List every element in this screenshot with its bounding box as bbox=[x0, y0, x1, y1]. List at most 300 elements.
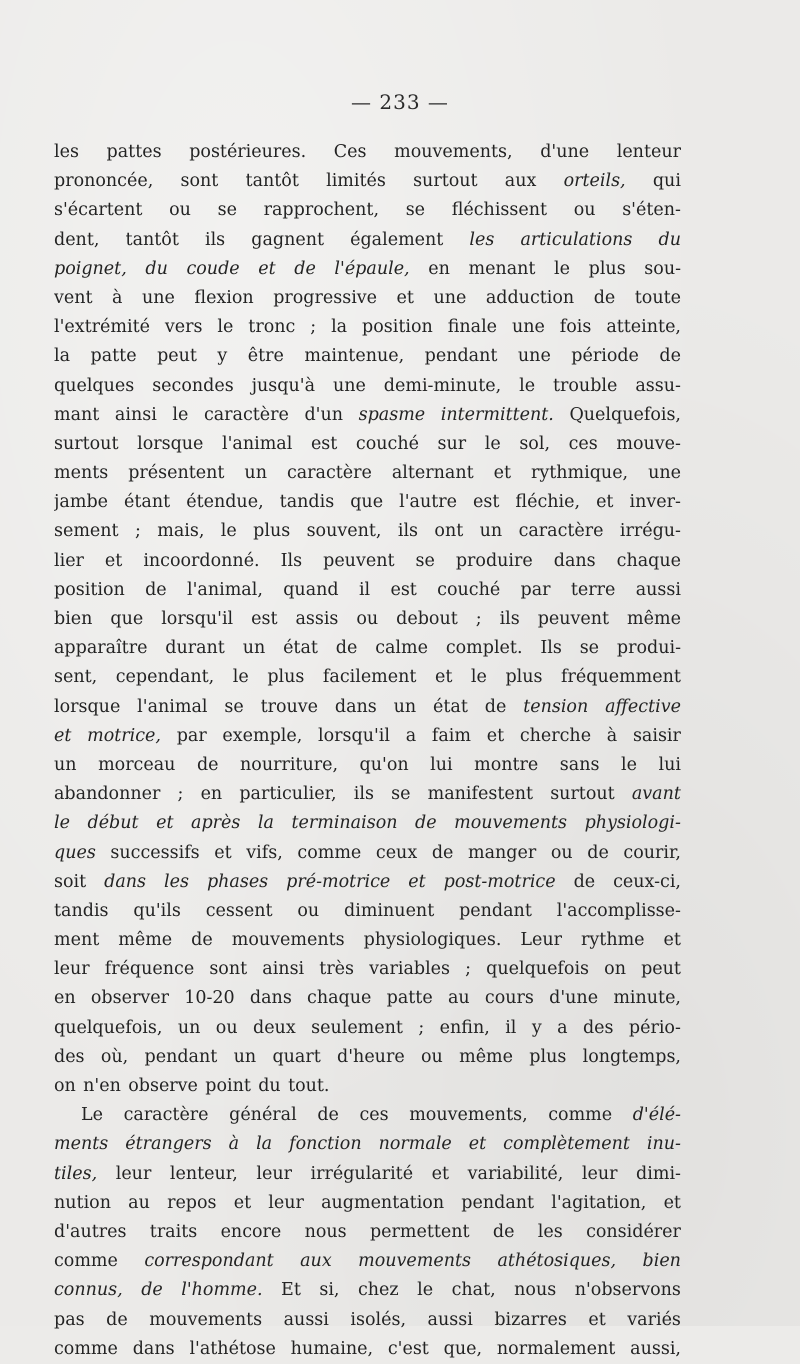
text-line bbox=[54, 868, 681, 897]
text-line bbox=[54, 634, 681, 663]
italic-word: du bbox=[658, 229, 681, 250]
word: observer bbox=[90, 988, 169, 1009]
word: un bbox=[244, 463, 267, 484]
word: peuvent bbox=[323, 550, 395, 571]
text-line bbox=[54, 1043, 681, 1072]
italic-word: les bbox=[164, 871, 189, 892]
italic-word: fonction bbox=[289, 1134, 362, 1155]
word: ceux-ci, bbox=[613, 871, 681, 892]
italic-word: mouvements bbox=[454, 813, 568, 834]
word: se bbox=[405, 200, 426, 221]
word: considérer bbox=[586, 1221, 681, 1242]
text-line bbox=[54, 517, 681, 546]
text-line bbox=[54, 1335, 681, 1364]
word: fléchie, bbox=[515, 492, 581, 513]
italic-word: pré-motrice bbox=[286, 871, 391, 892]
word: saisir bbox=[632, 725, 681, 746]
italic-word: spasme bbox=[358, 404, 426, 425]
word: qu'ils bbox=[133, 900, 181, 921]
word: le bbox=[232, 667, 249, 688]
word: se bbox=[391, 784, 411, 805]
word: et bbox=[233, 1192, 252, 1213]
word: couché bbox=[437, 579, 501, 600]
word: une bbox=[511, 317, 545, 338]
word: quelquefois, bbox=[54, 1017, 163, 1038]
word: qu'on bbox=[359, 754, 409, 775]
word: sol, bbox=[519, 433, 551, 454]
word: plus bbox=[505, 667, 543, 688]
text-line bbox=[54, 926, 681, 955]
word: plus bbox=[529, 1046, 567, 1067]
italic-word: l'épaule, bbox=[334, 258, 410, 279]
word: des bbox=[54, 1046, 85, 1067]
word: vers bbox=[164, 317, 203, 338]
word: lorsque bbox=[54, 696, 121, 717]
word: limités bbox=[326, 171, 386, 192]
word: surtout bbox=[550, 784, 615, 805]
word: courir, bbox=[623, 842, 681, 863]
word: facilement bbox=[322, 667, 417, 688]
word: leur bbox=[268, 1192, 304, 1213]
text-line bbox=[54, 342, 681, 371]
word: ; bbox=[134, 521, 141, 542]
word: fléchissent bbox=[451, 200, 548, 221]
word: nous bbox=[304, 1221, 347, 1242]
word: complet. bbox=[445, 638, 523, 659]
word: aussi bbox=[635, 579, 681, 600]
word: souvent, bbox=[306, 521, 382, 542]
word: une bbox=[433, 287, 467, 308]
italic-word: bien bbox=[642, 1251, 681, 1272]
word: mouvements, bbox=[394, 142, 513, 162]
word: adduction bbox=[485, 287, 575, 308]
word: caractère bbox=[286, 463, 372, 484]
word: cessent bbox=[205, 900, 273, 921]
word: dimi- bbox=[636, 1163, 681, 1184]
word: lui bbox=[430, 754, 453, 775]
word: ainsi bbox=[262, 959, 305, 980]
word: incoordonné. bbox=[143, 550, 260, 571]
word: sur bbox=[437, 433, 467, 454]
word: le bbox=[554, 258, 571, 279]
italic-word: les bbox=[469, 229, 495, 250]
word: normalement bbox=[496, 1338, 616, 1359]
italic-word: correspondant bbox=[144, 1251, 274, 1272]
word: caractère bbox=[518, 521, 604, 542]
word: a bbox=[405, 725, 417, 746]
word: que, bbox=[443, 1338, 483, 1359]
italic-word: de bbox=[294, 258, 316, 279]
word: Leur bbox=[520, 930, 563, 951]
word: aussi bbox=[283, 1309, 329, 1330]
word: est bbox=[473, 492, 500, 513]
word: le bbox=[217, 317, 234, 338]
word: de bbox=[593, 287, 616, 308]
word: ou bbox=[215, 1017, 238, 1038]
word: ces bbox=[568, 433, 598, 454]
word: tandis bbox=[54, 900, 109, 921]
word: qui bbox=[652, 171, 681, 192]
word: d'une bbox=[540, 142, 590, 162]
word: soit bbox=[54, 871, 87, 892]
text-line bbox=[54, 1218, 681, 1247]
word: et bbox=[214, 842, 232, 863]
italic-word: du bbox=[145, 258, 168, 279]
word: tandis bbox=[279, 492, 335, 513]
word: patte bbox=[386, 988, 433, 1009]
word: ; bbox=[475, 609, 482, 629]
word: enfin, bbox=[439, 1017, 490, 1038]
word: apparaître bbox=[54, 638, 148, 659]
text-line bbox=[54, 984, 681, 1013]
word: aussi, bbox=[630, 1338, 681, 1359]
word: lui bbox=[658, 754, 681, 775]
word: ou bbox=[420, 1046, 443, 1067]
text-line bbox=[54, 167, 681, 196]
word: quelques bbox=[54, 375, 135, 396]
word: encore bbox=[220, 1221, 282, 1242]
word: pattes bbox=[106, 142, 162, 162]
text-line bbox=[54, 1276, 681, 1305]
word: ils bbox=[204, 229, 226, 250]
word: plus bbox=[253, 521, 291, 542]
text-line bbox=[54, 1247, 681, 1276]
word: caractère bbox=[203, 404, 289, 425]
word: aux bbox=[504, 171, 537, 192]
italic-word: complètement bbox=[503, 1134, 630, 1155]
word: de bbox=[484, 696, 507, 717]
word: vifs, bbox=[246, 842, 283, 863]
word: mouve- bbox=[616, 433, 681, 454]
italic-word: intermittent. bbox=[440, 404, 554, 425]
text-line bbox=[54, 401, 681, 430]
word: faim bbox=[431, 725, 471, 746]
italic-word: la bbox=[256, 1134, 273, 1155]
word: cependant, bbox=[115, 667, 215, 688]
italic-word: d'élé- bbox=[632, 1105, 681, 1126]
word: de bbox=[145, 579, 167, 600]
word: n'observons bbox=[574, 1280, 681, 1301]
word: surtout bbox=[54, 433, 119, 454]
text-line bbox=[54, 1160, 681, 1189]
italic-word: l'homme. bbox=[181, 1280, 263, 1301]
italic-word: articulations bbox=[520, 229, 633, 250]
word: un bbox=[393, 696, 417, 717]
text-line bbox=[54, 809, 681, 838]
word: pas bbox=[54, 1309, 85, 1330]
word: lorsqu'il bbox=[161, 609, 234, 629]
word: finale bbox=[447, 317, 498, 338]
word: en bbox=[54, 988, 76, 1009]
word: une bbox=[141, 287, 175, 308]
word: rapprochent, bbox=[263, 200, 380, 221]
word: toute bbox=[634, 287, 681, 308]
word: tantôt bbox=[245, 171, 299, 192]
word: position bbox=[362, 317, 433, 338]
word: ments bbox=[54, 463, 109, 484]
word: et bbox=[588, 1309, 606, 1330]
word: tout. bbox=[288, 1076, 330, 1096]
word: produire bbox=[455, 550, 533, 571]
body-text bbox=[54, 138, 681, 1364]
word: l'animal bbox=[222, 433, 293, 454]
word: point bbox=[205, 1076, 251, 1096]
word: chaque bbox=[616, 550, 681, 571]
text-line bbox=[54, 780, 681, 809]
word: le bbox=[220, 521, 237, 542]
word: étant bbox=[124, 492, 171, 513]
word: Ils bbox=[280, 550, 303, 571]
word: diminuent bbox=[344, 900, 435, 921]
text-line bbox=[54, 751, 681, 780]
text-line bbox=[54, 284, 681, 313]
word: de bbox=[587, 842, 609, 863]
word: et bbox=[396, 287, 414, 308]
word: pendant bbox=[461, 1192, 535, 1213]
word: irrégu- bbox=[619, 521, 681, 542]
word: que bbox=[110, 609, 144, 629]
italic-word: aux bbox=[300, 1251, 332, 1272]
word: sont bbox=[180, 171, 219, 192]
word: à bbox=[606, 725, 618, 746]
word: seulement bbox=[311, 1017, 403, 1038]
word: dans bbox=[334, 696, 377, 717]
word: ; bbox=[177, 784, 184, 805]
word: chat, bbox=[451, 1280, 496, 1301]
word: ; bbox=[465, 959, 472, 980]
italic-word: ments bbox=[54, 1134, 109, 1155]
word: lorsqu'il bbox=[318, 725, 391, 746]
word: terre bbox=[570, 579, 616, 600]
word: assu- bbox=[635, 375, 681, 396]
word: la bbox=[54, 346, 71, 367]
word: du bbox=[258, 1076, 281, 1096]
word: mais, bbox=[157, 521, 205, 542]
word: présentent bbox=[128, 463, 225, 484]
text-line bbox=[54, 372, 681, 401]
word: nous bbox=[514, 1280, 557, 1301]
word: l'extrémité bbox=[54, 317, 150, 338]
word: de bbox=[106, 1309, 128, 1330]
word: deux bbox=[253, 1017, 296, 1038]
word: et bbox=[486, 725, 505, 746]
word: ou bbox=[169, 200, 191, 221]
word: est bbox=[251, 609, 278, 629]
italic-word: début bbox=[87, 813, 139, 834]
word: d'heure bbox=[337, 1046, 405, 1067]
italic-word: et bbox=[408, 871, 426, 892]
word: dans bbox=[249, 988, 292, 1009]
word: couché bbox=[355, 433, 419, 454]
word: dent, bbox=[54, 229, 100, 250]
italic-word: après bbox=[191, 813, 241, 834]
italic-word: poignet, bbox=[54, 258, 127, 279]
word: c'est bbox=[387, 1338, 429, 1359]
italic-word: et bbox=[258, 258, 276, 279]
italic-word: de bbox=[141, 1280, 163, 1301]
word: mouvements bbox=[231, 930, 345, 951]
word: à bbox=[112, 287, 123, 308]
italic-word: normale bbox=[378, 1134, 452, 1155]
word: sent, bbox=[54, 667, 98, 688]
word: inver- bbox=[629, 492, 681, 513]
word: abandonner bbox=[54, 784, 161, 805]
word: mant bbox=[54, 404, 100, 425]
word: atteinte, bbox=[606, 317, 681, 338]
word: leur bbox=[256, 1163, 292, 1184]
word: être bbox=[247, 346, 284, 367]
word: et bbox=[663, 1192, 681, 1213]
word: alternant bbox=[391, 463, 474, 484]
word: menant bbox=[468, 258, 536, 279]
text-line bbox=[54, 138, 681, 167]
word: et bbox=[596, 492, 614, 513]
word: de bbox=[191, 930, 213, 951]
word: debout bbox=[396, 609, 458, 629]
italic-word: dans bbox=[104, 871, 147, 892]
word: un bbox=[54, 754, 77, 775]
word: le bbox=[620, 754, 637, 775]
word: ou bbox=[297, 900, 320, 921]
word: et bbox=[431, 1163, 450, 1184]
word: rythmique, bbox=[530, 463, 629, 484]
word: période bbox=[571, 346, 639, 367]
word: Ils bbox=[540, 638, 562, 659]
word: fréquemment bbox=[561, 667, 681, 688]
word: quand bbox=[283, 579, 339, 600]
word: exemple, bbox=[222, 725, 303, 746]
word: la bbox=[331, 317, 348, 338]
word: l'animal, bbox=[186, 579, 263, 600]
text-line bbox=[54, 693, 681, 722]
word: si, bbox=[319, 1280, 340, 1301]
word: augmentation bbox=[321, 1192, 445, 1213]
word: variables bbox=[369, 959, 451, 980]
word: bien bbox=[54, 609, 93, 629]
word: en bbox=[200, 784, 223, 805]
word: variabilité, bbox=[467, 1163, 564, 1184]
italic-word: terminaison bbox=[291, 813, 398, 834]
text-line bbox=[54, 722, 681, 751]
word: l'agitation, bbox=[551, 1192, 647, 1213]
word: en bbox=[428, 258, 450, 279]
word: très bbox=[319, 959, 355, 980]
word: comme bbox=[54, 1338, 118, 1359]
word: 10-20 bbox=[184, 988, 235, 1009]
word: état bbox=[433, 696, 468, 717]
word: variés bbox=[627, 1309, 681, 1330]
word: produi- bbox=[616, 638, 681, 659]
word: on bbox=[604, 959, 626, 980]
word: surtout bbox=[413, 171, 478, 192]
word: dans bbox=[132, 1338, 175, 1359]
word: et bbox=[434, 667, 453, 688]
text-line bbox=[54, 663, 681, 692]
word: maintenue, bbox=[304, 346, 405, 367]
word: ces bbox=[359, 1105, 389, 1126]
word: y bbox=[531, 1017, 542, 1038]
word: demi-minute, bbox=[383, 375, 502, 396]
word: repos bbox=[167, 1192, 217, 1213]
italic-word: connus, bbox=[54, 1280, 123, 1301]
word: ou bbox=[550, 842, 573, 863]
word: une bbox=[332, 375, 366, 396]
word: pendant bbox=[144, 1046, 218, 1067]
word: caractère bbox=[123, 1105, 209, 1126]
word: fois bbox=[559, 317, 592, 338]
word: ; bbox=[310, 317, 317, 338]
italic-word: coude bbox=[186, 258, 240, 279]
word: ou bbox=[356, 609, 379, 629]
text-line bbox=[54, 1072, 681, 1101]
word: de bbox=[317, 1105, 339, 1126]
word: jusqu'à bbox=[251, 375, 316, 396]
word: montre bbox=[474, 754, 539, 775]
text-line bbox=[54, 430, 681, 459]
word: trouve bbox=[260, 696, 319, 717]
italic-word: et bbox=[468, 1134, 487, 1155]
italic-word: la bbox=[257, 813, 274, 834]
text-line bbox=[54, 226, 681, 255]
word: il bbox=[358, 579, 371, 600]
word: au bbox=[128, 1192, 150, 1213]
word: humaine, bbox=[290, 1338, 374, 1359]
word: le bbox=[519, 375, 536, 396]
word: calme bbox=[375, 638, 428, 659]
word: rythme bbox=[581, 930, 645, 951]
word: le bbox=[470, 667, 487, 688]
word: il bbox=[505, 1017, 517, 1038]
word: manifestent bbox=[427, 784, 534, 805]
text-line bbox=[54, 313, 681, 342]
word: lier bbox=[54, 550, 84, 571]
word: manger bbox=[467, 842, 537, 863]
word: comme bbox=[297, 842, 362, 863]
word: peuvent bbox=[537, 609, 610, 629]
text-line bbox=[54, 1189, 681, 1218]
italic-word: mouvements bbox=[358, 1251, 472, 1272]
word: cours bbox=[484, 988, 534, 1009]
italic-word: et bbox=[156, 813, 174, 834]
word: patte bbox=[90, 346, 137, 367]
word: plus bbox=[267, 667, 305, 688]
word: n'en bbox=[83, 1076, 121, 1096]
word: même bbox=[627, 609, 681, 629]
word: peut bbox=[641, 959, 681, 980]
word: d'un bbox=[304, 404, 344, 425]
italic-word: et bbox=[54, 725, 72, 746]
word: l'animal bbox=[137, 696, 208, 717]
word: lorsque bbox=[137, 433, 204, 454]
word: Quelquefois, bbox=[569, 404, 681, 425]
word: les bbox=[537, 1221, 563, 1242]
word: tantôt bbox=[125, 229, 179, 250]
word: se bbox=[579, 638, 600, 659]
word: de bbox=[196, 754, 219, 775]
word: leur bbox=[581, 1163, 618, 1184]
word: chaque bbox=[307, 988, 372, 1009]
text-line bbox=[54, 955, 681, 984]
word: l'athétose bbox=[189, 1338, 276, 1359]
word: de bbox=[431, 842, 454, 863]
word: ils bbox=[499, 609, 520, 629]
word: sont bbox=[209, 959, 248, 980]
word: leur bbox=[115, 1163, 152, 1184]
word: l'accomplisse- bbox=[556, 900, 681, 921]
word: ils bbox=[397, 521, 419, 542]
word: assis bbox=[295, 609, 339, 629]
word: une bbox=[648, 463, 681, 484]
